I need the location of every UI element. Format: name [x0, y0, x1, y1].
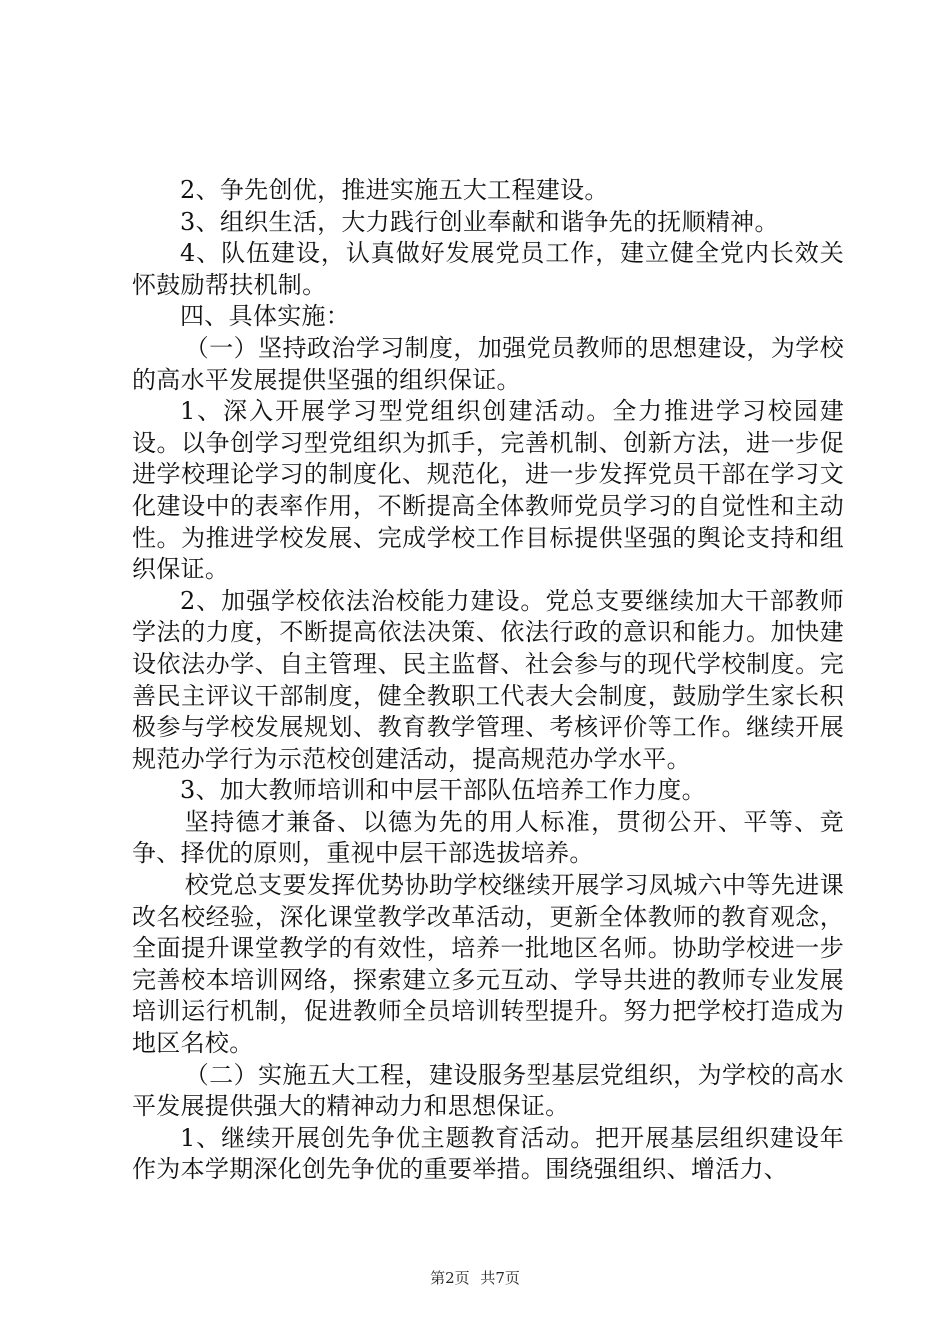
page-number: 第2页	[430, 1269, 470, 1287]
paragraph: 4、队伍建设，认真做好发展党员工作，建立健全党内长效关怀鼓励帮扶机制。	[132, 239, 844, 299]
paragraph: 2、加强学校依法治校能力建设。党总支要继续加大干部教师学法的力度，不断提高依法决策、依法行政的意识和能力。加快建设依法办学、自主管理、民主监督、社会参与的现代学校制度。完善民主评议干部制度，健全教职工代表大会制度，鼓励学生家长积极参与学校发展规划、教育教学管理、考核评价等工作。继续开展规范办学行为示范校创建活动，提高规范办学水平。	[132, 586, 844, 773]
subsection-heading: （一）坚持政治学习制度，加强党员教师的思想建设，为学校的高水平发展提供坚强的组织保证。	[132, 333, 844, 394]
subsection-heading: （二）实施五大工程，建设服务型基层党组织，为学校的高水平发展提供强大的精神动力和思想保证。	[132, 1060, 844, 1121]
section-heading: 四、具体实施：	[180, 302, 351, 331]
paragraph: 校党总支要发挥优势协助学校继续开展学习凤城六中等先进课改名校经验，深化课堂教学改革活动，更新全体教师的教育观念，全面提升课堂教学的有效性，培养一批地区名师。协助学校进一步完善校本培训网络，探索建立多元互动、学导共进的教师专业发展培训运行机制，促进教师全员培训转型提升。努力把学校打造成为地区名校。	[132, 871, 844, 1058]
paragraph: 坚持德才兼备、以德为先的用人标准，贯彻公开、平等、竞争、择优的原则，重视中层干部选拔培养。	[132, 807, 844, 868]
paragraph: 3、组织生活，大力践行创业奉献和谐争先的抚顺精神。	[180, 207, 779, 236]
page-footer	[0, 1268, 950, 1288]
page-total: 共7页	[480, 1269, 520, 1287]
paragraph: 2、争先创优，推进实施五大工程建设。	[180, 176, 609, 204]
paragraph: 1、继续开展创先争优主题教育活动。把开展基层组织建设年作为本学期深化创先争优的重要举措。围绕强组织、增活力、	[132, 1123, 844, 1184]
paragraph: 1、深入开展学习型党组织创建活动。全力推进学习校园建设。以争创学习型党组织为抓手，完善机制、创新方法，进一步促进学校理论学习的制度化、规范化，进一步发挥党员干部在学习文化建设中的表率作用，不断提高全体教师党员学习的自觉性和主动性。为推进学校发展、完成学校工作目标提供坚强的舆论支持和组织保证。	[132, 397, 844, 584]
document-body	[132, 175, 844, 1186]
paragraph: 3、加大教师培训和中层干部队伍培养工作力度。	[180, 776, 706, 805]
